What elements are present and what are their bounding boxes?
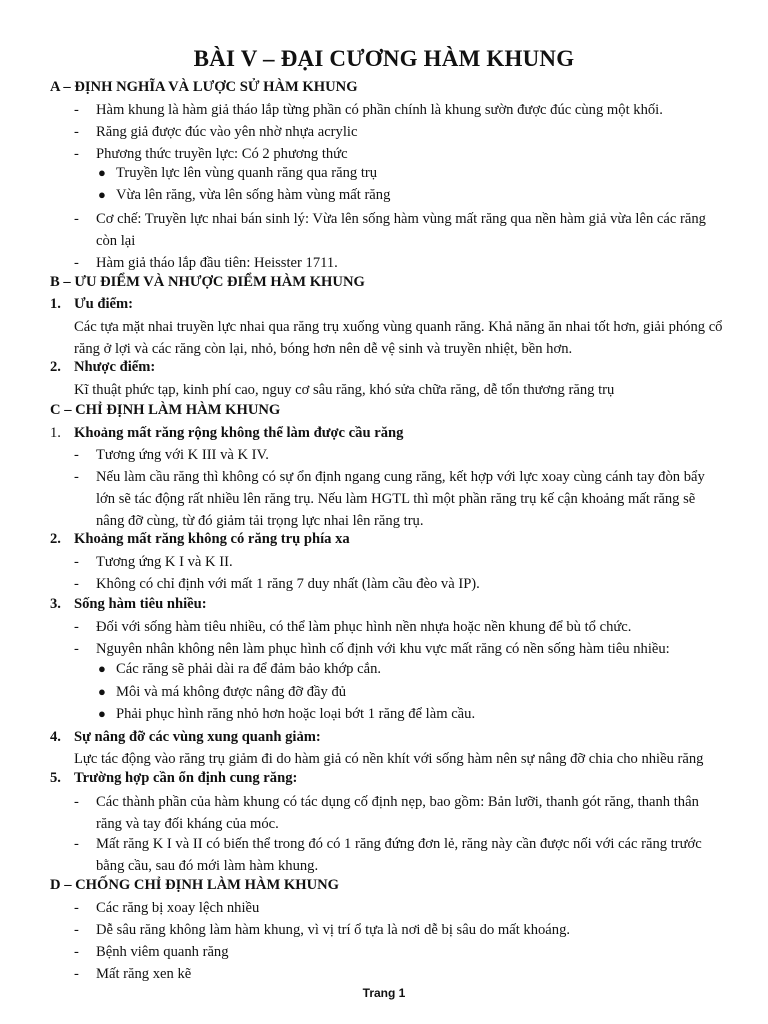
numbered-heading: 3. Sống hàm tiêu nhiều: — [50, 596, 207, 612]
numbered-heading: 1. Khoảng mất răng rộng không thể làm được cầu răng — [50, 425, 404, 441]
section-c-heading: C – CHỈ ĐỊNH LÀM HÀM KHUNG — [50, 402, 281, 418]
page-title: BÀI V – ĐẠI CƯƠNG HÀM KHUNG — [193, 46, 575, 71]
numbered-heading: 5. Trường hợp cần ổn định cung răng: — [50, 770, 298, 786]
numbered-heading: 2. Nhược điểm: — [50, 359, 156, 375]
section-a-heading: A – ĐỊNH NGHĨA VÀ LƯỢC SỬ HÀM KHUNG — [50, 79, 358, 95]
section-d-heading: D – CHỐNG CHỈ ĐỊNH LÀM HÀM KHUNG — [50, 877, 340, 893]
paragraph: Lực tác động vào răng trụ giảm đi do hàm giả có nền khít với sống hàm nên sự nâng đỡ chia cho nhiều răng — [74, 751, 704, 767]
paragraph: Các tựa mặt nhai truyền lực nhai qua răng trụ xuống vùng quanh răng. Khả năng ăn nhai tốt hơn, giải phóng cổ răng ở lợi và các răng còn lại, nhỏ, bóng hơn nên dễ vệ sinh và truyền nhiệt, bền hơn. — [74, 319, 723, 357]
section-b-heading: B – ƯU ĐIỂM VÀ NHƯỢC ĐIỂM HÀM KHUNG — [50, 274, 365, 290]
paragraph: Kĩ thuật phức tạp, kinh phí cao, nguy cơ sâu răng, khó sửa chữa răng, dễ tổn thương răng trụ — [74, 382, 615, 398]
numbered-heading: 2. Khoảng mất răng không có răng trụ phía xa — [50, 531, 350, 547]
page-number: Trang 1 — [362, 986, 406, 1000]
numbered-heading: 1. Ưu điểm: — [50, 296, 134, 312]
numbered-heading: 4. Sự nâng đỡ các vùng xung quanh giảm: — [50, 729, 321, 745]
